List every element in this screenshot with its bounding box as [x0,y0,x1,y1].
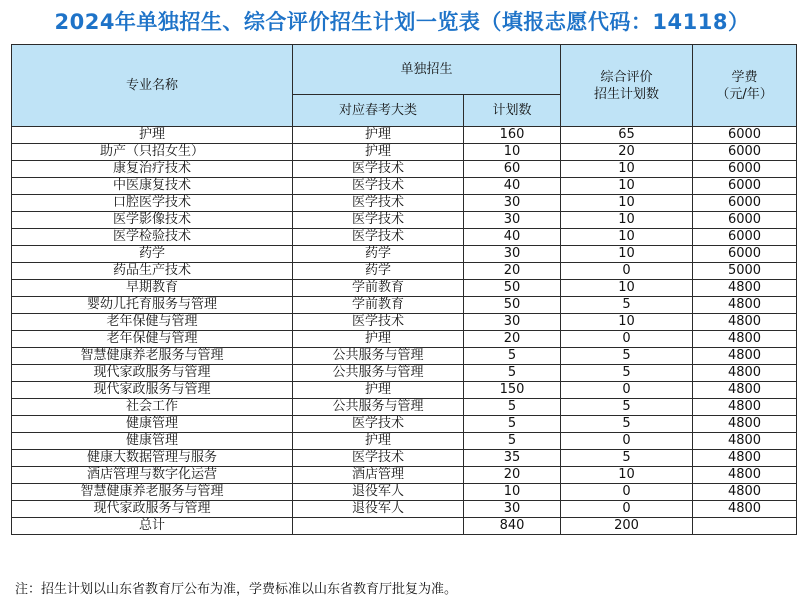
enrollment-plan-table [11,44,797,535]
cell-major: 医学影像技术 [12,212,293,229]
cell-fee: 6000 [693,144,797,161]
cell-fee: 4800 [693,331,797,348]
total-fee [693,518,797,535]
cell-plan: 35 [464,450,561,467]
table-row [12,195,797,212]
cell-comprehensive: 0 [561,484,693,501]
cell-major: 现代家政服务与管理 [12,365,293,382]
cell-category: 护理 [293,331,464,348]
table-row [12,433,797,450]
cell-major: 助产（只招女生） [12,144,293,161]
cell-category: 医学技术 [293,450,464,467]
table-row [12,297,797,314]
cell-category: 医学技术 [293,416,464,433]
cell-fee: 4800 [693,314,797,331]
cell-plan: 20 [464,331,561,348]
cell-comprehensive: 10 [561,229,693,246]
cell-fee: 4800 [693,433,797,450]
cell-plan: 5 [464,348,561,365]
cell-fee: 4800 [693,416,797,433]
cell-fee: 6000 [693,246,797,263]
cell-plan: 40 [464,229,561,246]
cell-comprehensive: 10 [561,195,693,212]
cell-major: 口腔医学技术 [12,195,293,212]
cell-plan: 5 [464,416,561,433]
table-row [12,127,797,144]
table-row [12,263,797,280]
cell-fee: 6000 [693,161,797,178]
table-row [12,484,797,501]
table-row [12,178,797,195]
cell-plan: 30 [464,212,561,229]
cell-category: 护理 [293,382,464,399]
total-row [12,518,797,535]
cell-plan: 10 [464,144,561,161]
cell-fee: 4800 [693,382,797,399]
cell-category: 医学技术 [293,178,464,195]
cell-comprehensive: 10 [561,161,693,178]
cell-category: 药学 [293,263,464,280]
cell-comprehensive: 5 [561,399,693,416]
cell-major: 药品生产技术 [12,263,293,280]
cell-major: 现代家政服务与管理 [12,501,293,518]
cell-fee: 4800 [693,450,797,467]
cell-comprehensive: 5 [561,297,693,314]
total-comprehensive: 200 [561,518,693,535]
cell-major: 智慧健康养老服务与管理 [12,484,293,501]
cell-major: 社会工作 [12,399,293,416]
cell-major: 药学 [12,246,293,263]
page-title: 2024年单独招生、综合评价招生计划一览表（填报志愿代码：14118） [54,10,750,34]
cell-major: 老年保健与管理 [12,314,293,331]
cell-comprehensive: 10 [561,246,693,263]
footnote: 注：招生计划以山东省教育厅公布为准，学费标准以山东省教育厅批复为准。 [15,582,458,597]
total-label: 总计 [12,518,293,535]
header-major: 专业名称 [12,45,293,127]
cell-major: 健康大数据管理与服务 [12,450,293,467]
cell-major: 医学检验技术 [12,229,293,246]
cell-fee: 4800 [693,280,797,297]
cell-plan: 160 [464,127,561,144]
table-row [12,314,797,331]
cell-major: 健康管理 [12,416,293,433]
cell-plan: 20 [464,467,561,484]
cell-comprehensive: 0 [561,382,693,399]
cell-category: 学前教育 [293,280,464,297]
cell-plan: 50 [464,297,561,314]
cell-fee: 6000 [693,212,797,229]
cell-major: 中医康复技术 [12,178,293,195]
cell-plan: 20 [464,263,561,280]
cell-major: 康复治疗技术 [12,161,293,178]
cell-category: 公共服务与管理 [293,365,464,382]
cell-category: 医学技术 [293,229,464,246]
cell-fee: 6000 [693,178,797,195]
cell-category: 医学技术 [293,314,464,331]
cell-category: 医学技术 [293,212,464,229]
cell-plan: 40 [464,178,561,195]
cell-category: 退役军人 [293,501,464,518]
cell-comprehensive: 0 [561,263,693,280]
header-single-enrollment: 单独招生 [293,45,561,95]
cell-comprehensive: 65 [561,127,693,144]
cell-plan: 30 [464,195,561,212]
cell-major: 智慧健康养老服务与管理 [12,348,293,365]
cell-category: 公共服务与管理 [293,348,464,365]
cell-fee: 4800 [693,484,797,501]
cell-fee: 4800 [693,501,797,518]
cell-comprehensive: 10 [561,178,693,195]
table-row [12,365,797,382]
cell-fee: 4800 [693,467,797,484]
table-row [12,501,797,518]
cell-plan: 30 [464,314,561,331]
cell-comprehensive: 10 [561,467,693,484]
cell-category: 公共服务与管理 [293,399,464,416]
cell-comprehensive: 10 [561,280,693,297]
table-row [12,467,797,484]
cell-major: 现代家政服务与管理 [12,382,293,399]
cell-category: 医学技术 [293,161,464,178]
cell-comprehensive: 10 [561,314,693,331]
cell-comprehensive: 0 [561,501,693,518]
cell-plan: 50 [464,280,561,297]
cell-major: 早期教育 [12,280,293,297]
cell-comprehensive: 5 [561,365,693,382]
table-row [12,144,797,161]
cell-plan: 5 [464,433,561,450]
header-category: 对应春考大类 [293,95,464,127]
cell-category: 护理 [293,127,464,144]
table-row [12,416,797,433]
table-row [12,348,797,365]
cell-fee: 4800 [693,348,797,365]
total-plan: 840 [464,518,561,535]
table-row [12,382,797,399]
cell-comprehensive: 5 [561,450,693,467]
cell-fee: 6000 [693,127,797,144]
cell-category: 药学 [293,246,464,263]
header-plan: 计划数 [464,95,561,127]
cell-fee: 6000 [693,195,797,212]
cell-fee: 5000 [693,263,797,280]
cell-category: 护理 [293,144,464,161]
cell-plan: 5 [464,399,561,416]
table-row [12,399,797,416]
cell-category: 护理 [293,433,464,450]
cell-plan: 30 [464,246,561,263]
table-row [12,280,797,297]
cell-fee: 4800 [693,399,797,416]
table-row [12,161,797,178]
cell-comprehensive: 0 [561,331,693,348]
cell-plan: 30 [464,501,561,518]
cell-fee: 4800 [693,365,797,382]
cell-comprehensive: 20 [561,144,693,161]
cell-plan: 150 [464,382,561,399]
cell-comprehensive: 5 [561,348,693,365]
cell-category: 医学技术 [293,195,464,212]
cell-category: 酒店管理 [293,467,464,484]
cell-comprehensive: 0 [561,433,693,450]
cell-major: 老年保健与管理 [12,331,293,348]
header-fee: 学费 （元/年） [693,45,797,127]
cell-plan: 10 [464,484,561,501]
cell-plan: 5 [464,365,561,382]
table-row [12,246,797,263]
header-comprehensive: 综合评价 招生计划数 [561,45,693,127]
cell-category: 退役军人 [293,484,464,501]
cell-major: 酒店管理与数字化运营 [12,467,293,484]
table-body [12,127,797,535]
total-category [293,518,464,535]
cell-comprehensive: 5 [561,416,693,433]
cell-fee: 6000 [693,229,797,246]
cell-comprehensive: 10 [561,212,693,229]
table-row [12,212,797,229]
cell-category: 学前教育 [293,297,464,314]
cell-plan: 60 [464,161,561,178]
cell-major: 婴幼儿托育服务与管理 [12,297,293,314]
cell-major: 健康管理 [12,433,293,450]
table-row [12,331,797,348]
table-row [12,450,797,467]
cell-major: 护理 [12,127,293,144]
cell-fee: 4800 [693,297,797,314]
table-row [12,229,797,246]
